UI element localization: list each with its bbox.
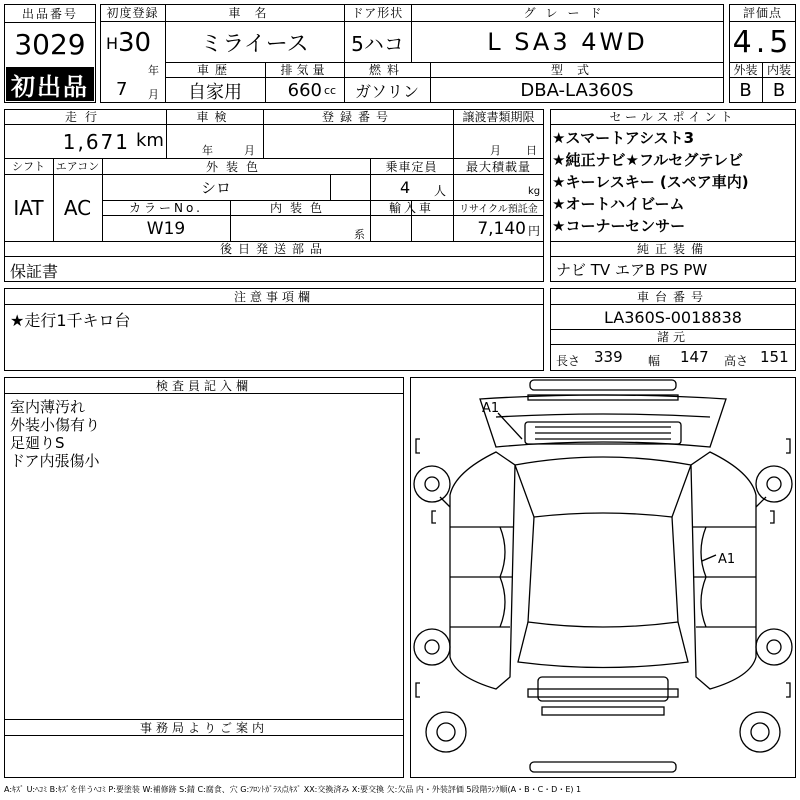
car-name: ミライース <box>200 31 309 57</box>
inspector-note: ドア内張傷小 <box>10 452 100 468</box>
capacity-unit: 人 <box>434 184 447 198</box>
transfer-day-unit: 日 <box>526 144 537 156</box>
ac: AC <box>63 196 92 220</box>
ac-label: エアコン <box>55 160 100 173</box>
later-parts: 保証書 <box>10 262 59 281</box>
reg-month: 7 <box>116 79 128 100</box>
recycle-unit: 円 <box>528 224 541 238</box>
exterior-color-label: 外装色 <box>205 159 266 174</box>
height: 151 <box>760 348 789 366</box>
interior-color-unit: 系 <box>354 228 365 240</box>
transfer-docs-label: 譲渡書類期限 <box>462 110 535 124</box>
interior-grade: B <box>772 80 786 101</box>
sales-point: ★純正ナビ★フルセグテレビ <box>552 151 743 169</box>
inspector-note: 室内薄汚れ <box>10 398 86 414</box>
exterior-color: シロ <box>200 179 231 197</box>
exterior-grade: B <box>739 80 752 101</box>
interior-label: 内装 <box>766 63 791 77</box>
sales-point: ★コーナーセンサー <box>552 217 686 235</box>
score: 4.5 <box>732 24 793 60</box>
office-label: 事務局よりご案内 <box>139 720 268 735</box>
car-diagram <box>410 377 796 778</box>
door-label: ドア形状 <box>351 6 404 20</box>
inspection-year-unit: 年 <box>202 144 213 156</box>
lot-number-label: 出品番号 <box>21 6 78 21</box>
chassis-number: LA360S-0018838 <box>604 307 742 327</box>
later-parts-label: 後日発送部品 <box>219 242 328 256</box>
equipment: ナビ TV エアB PS PW <box>556 261 708 279</box>
recycle-label: リサイクル預託金 <box>459 204 538 215</box>
grade-label: グレード <box>523 6 612 20</box>
import-label: 輸入車 <box>388 201 434 215</box>
interior-color-label: 内装色 <box>269 201 330 215</box>
legend: A:ｷｽﾞ U:ﾍｺﾐ B:ｷｽﾞを伴うﾍｺﾐ P:要塗装 W:補修跡 S:錆 C:腐食、穴 G:ﾌﾛﾝﾄｶﾞﾗｽ点ｷｽﾞ XX:交換済み X:要交換 欠:欠品 内・外装評価 5段階ﾗﾝｸ順(A・B・C・D・E) 1 <box>4 784 582 794</box>
model: DBA-LA360S <box>520 80 634 101</box>
model-label: 型式 <box>550 63 603 77</box>
first-reg-label: 初度登録 <box>106 6 159 20</box>
notes-label: 注意事項欄 <box>233 289 314 304</box>
load-label: 最大積載量 <box>465 159 531 174</box>
width-label: 幅 <box>648 354 661 368</box>
fuel-label: 燃料 <box>368 63 405 77</box>
mileage-label: 走行 <box>64 110 105 124</box>
score-label: 評価点 <box>742 6 782 20</box>
inspection-month-unit: 月 <box>244 144 255 156</box>
car-name-label: 車名 <box>228 6 281 20</box>
inspector-note: 外装小傷有り <box>10 416 101 432</box>
displacement-label: 排気量 <box>280 63 329 77</box>
sales-point: ★オートハイビーム <box>552 195 685 213</box>
capacity-label: 乗車定員 <box>385 159 438 174</box>
reg-number-label: 登録番号 <box>321 110 394 124</box>
year-unit: 年 <box>148 64 159 76</box>
displacement-unit: cc <box>324 84 337 97</box>
fuel: ガソリン <box>354 82 419 101</box>
sales-point: ★キーレスキー (スペア車内) <box>552 173 749 191</box>
sales-points-label: セールスポイント <box>609 110 737 124</box>
length: 339 <box>594 348 623 366</box>
era-letter: H <box>106 34 119 53</box>
month-unit: 月 <box>148 88 159 100</box>
transfer-month-unit: 月 <box>490 144 501 156</box>
door-type: 5ハコ <box>351 31 404 56</box>
first-listing-badge: 初出品 <box>6 67 94 101</box>
reg-year: 30 <box>118 28 152 58</box>
equipment-label: 純正装備 <box>636 242 709 256</box>
mileage-unit: km <box>136 130 164 151</box>
mileage: 1,671 <box>62 130 130 154</box>
height-label: 高さ <box>724 354 749 368</box>
displacement: 660 <box>287 80 322 101</box>
load-unit: kg <box>528 186 541 197</box>
capacity: 4 <box>400 178 411 197</box>
history: 自家用 <box>188 81 242 103</box>
length-label: 長さ <box>556 354 581 368</box>
lot-number: 3029 <box>14 27 86 61</box>
damage-mark: A1 <box>718 552 736 567</box>
color-no: W19 <box>146 218 186 239</box>
inspector-note: 足廻りS <box>10 434 65 450</box>
sales-point: ★スマートアシスト3 <box>552 129 695 147</box>
history-label: 車歴 <box>196 63 233 77</box>
inspection-label: 車検 <box>196 110 233 124</box>
damage-mark: A1 <box>482 401 500 416</box>
width: 147 <box>680 348 709 366</box>
color-no-label: カラーNo. <box>129 201 203 215</box>
notes: ★走行1千キロ台 <box>10 311 131 330</box>
dims-label: 諸元 <box>656 330 689 344</box>
chassis-label: 車台番号 <box>636 289 709 304</box>
inspector-label: 検査員記入欄 <box>155 378 252 393</box>
recycle-fee: 7,140 <box>477 219 526 239</box>
shift: IAT <box>13 196 44 220</box>
grade: L SA3 4WD <box>487 28 648 56</box>
exterior-label: 外装 <box>733 63 758 77</box>
shift-label: シフト <box>12 160 45 173</box>
